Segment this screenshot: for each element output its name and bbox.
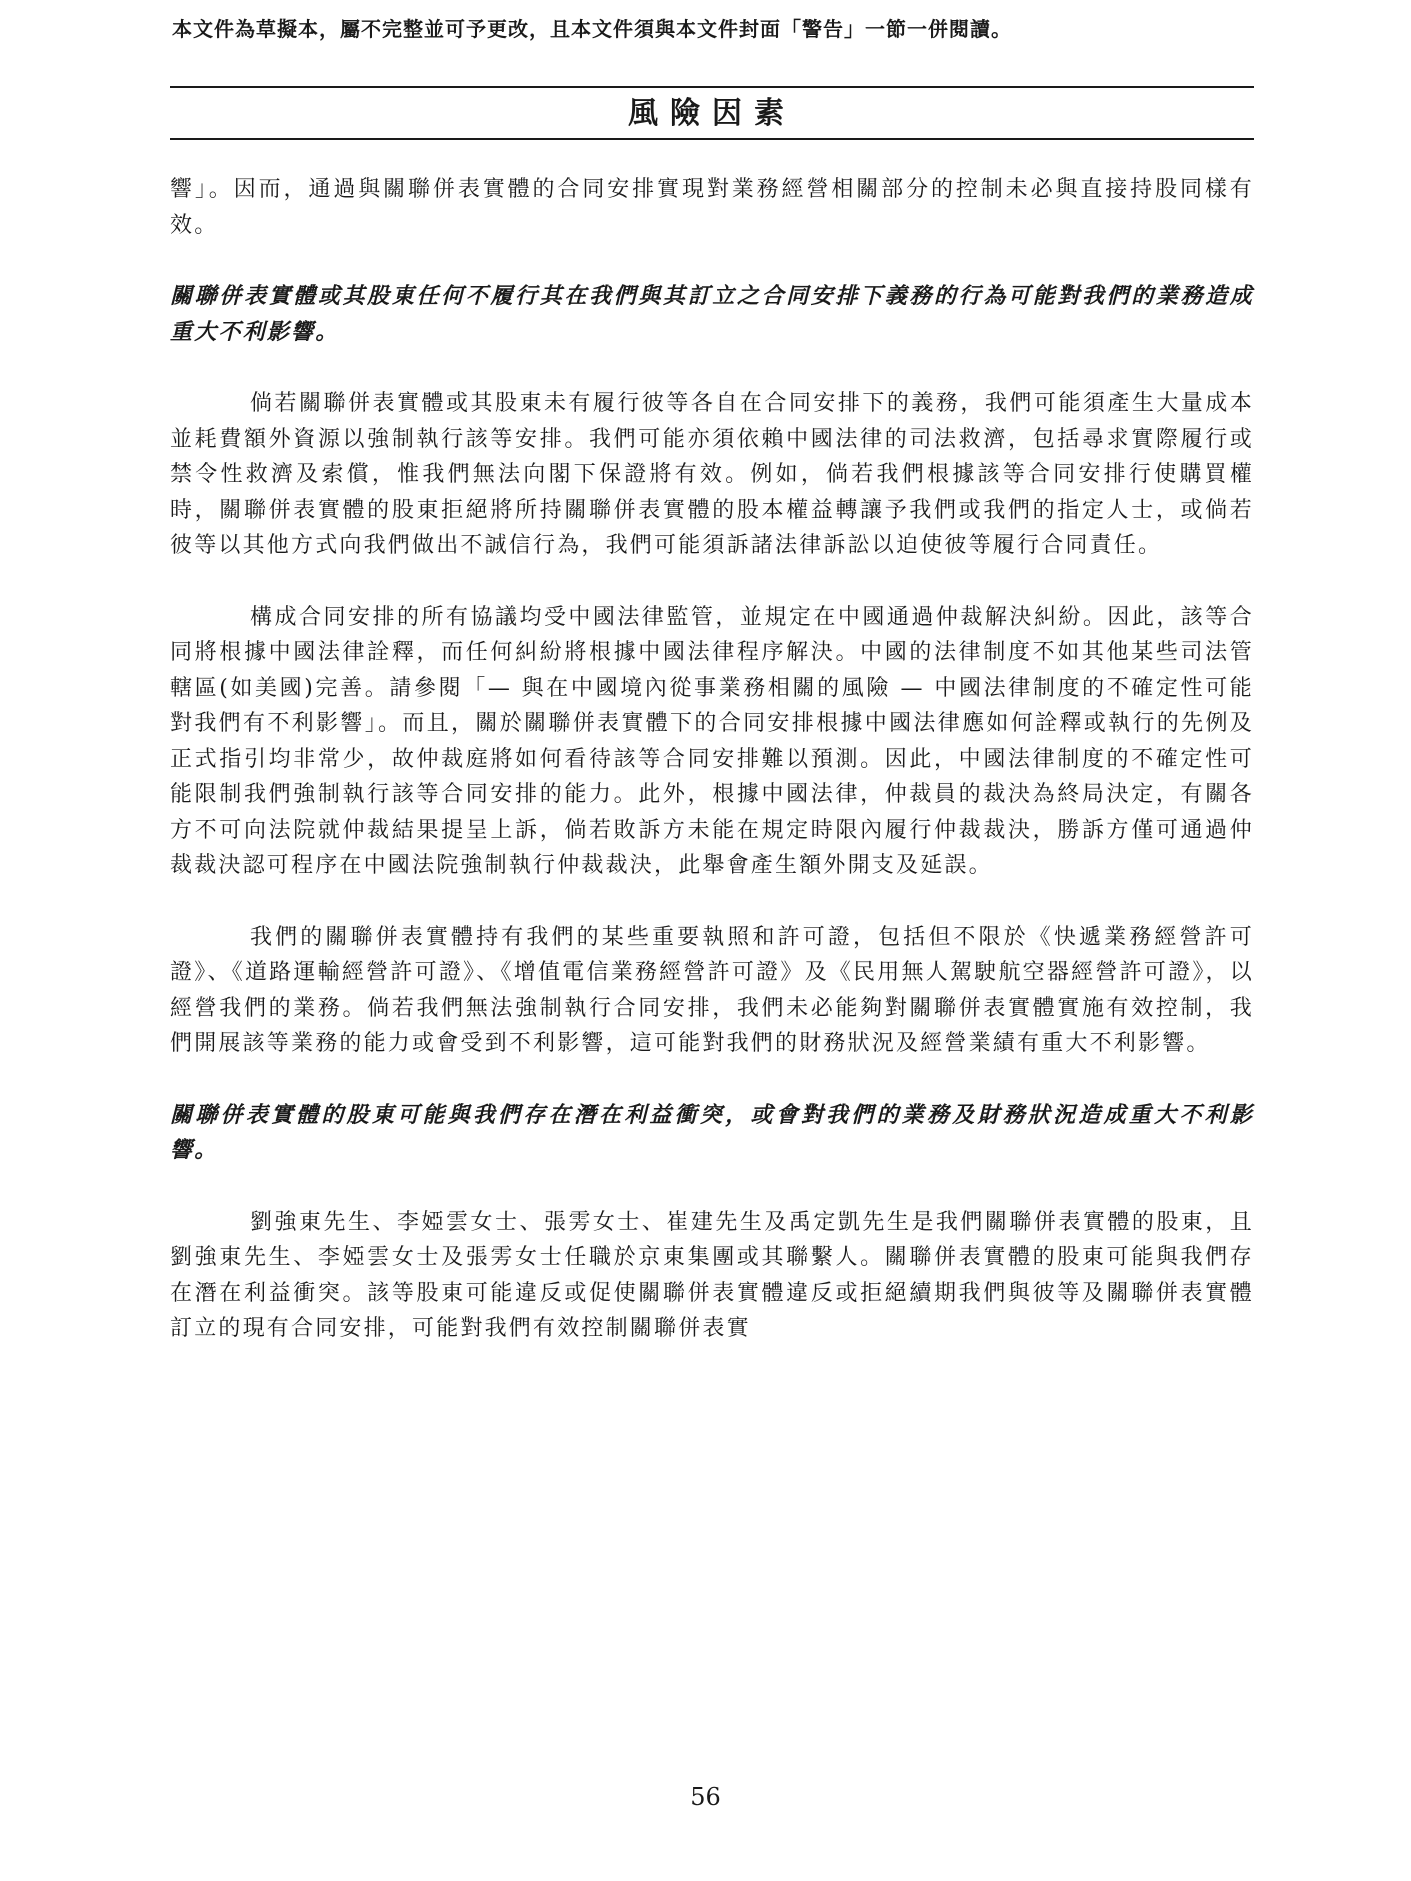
header-rule-bottom bbox=[170, 138, 1254, 140]
paragraph-continuation: 響」。因而，通過與關聯併表實體的合同安排實現對業務經營相關部分的控制未必與直接持股同樣有效。 bbox=[170, 177, 1254, 238]
paragraph-shareholders: 劉強東先生、李婭雲女士、張雱女士、崔建先生及禹定凱先生是我們關聯併表實體的股東，且劉強東先生、李婭雲女士及張雱女士任職於京東集團或其聯繫人。關聯併表實體的股東可能與我們存在潛在利益衝突。該等股東可能違反或促使關聯併表實體違反或拒絕續期我們與彼等及關聯併表實體訂立的現有合同安排，可能對我們有效控制關聯併表實 bbox=[170, 1209, 1254, 1341]
draft-warning-banner: 本文件為草擬本，屬不完整並可予更改，且本文件須與本文件封面「警告」一節一併閱讀。 bbox=[172, 17, 1012, 41]
risk-heading-conflict-of-interest: 關聯併表實體的股東可能與我們存在潛在利益衝突，或會對我們的業務及財務狀況造成重大不利影響。 bbox=[170, 1101, 1254, 1163]
paragraph-licenses: 我們的關聯併表實體持有我們的某些重要執照和許可證，包括但不限於《快遞業務經營許可證》、《道路運輸經營許可證》、《增值電信業務經營許可證》及《民用無人駕駛航空器經營許可證》，以經營我們的業務。倘若我們無法強制執行合同安排，我們未必能夠對關聯併表實體實施有效控制，我們開展該等業務的能力或會受到不利影響，這可能對我們的財務狀況及經營業績有重大不利影響。 bbox=[170, 924, 1254, 1056]
page-number: 56 bbox=[690, 1783, 721, 1811]
section-title: 風險因素 bbox=[628, 96, 796, 131]
body-content bbox=[170, 170, 1254, 1383]
header-rule-top bbox=[170, 86, 1254, 88]
paragraph-enforcement-costs: 倘若關聯併表實體或其股東未有履行彼等各自在合同安排下的義務，我們可能須產生大量成本並耗費額外資源以強制執行該等安排。我們可能亦須依賴中國法律的司法救濟，包括尋求實際履行或禁令性救濟及索償，惟我們無法向閣下保證將有效。例如，倘若我們根據該等合同安排行使購買權時，關聯併表實體的股東拒絕將所持關聯併表實體的股本權益轉讓予我們或我們的指定人士，或倘若彼等以其他方式向我們做出不誠信行為，我們可能須訴諸法律訴訟以迫使彼等履行合同責任。 bbox=[170, 391, 1254, 558]
risk-heading-contract-breach: 關聯併表實體或其股東任何不履行其在我們與其訂立之合同安排下義務的行為可能對我們的業務造成重大不利影響。 bbox=[170, 283, 1254, 345]
paragraph-prc-law-arbitration: 構成合同安排的所有協議均受中國法律監管，並規定在中國通過仲裁解決糾紛。因此，該等合同將根據中國法律詮釋，而任何糾紛將根據中國法律程序解決。中國的法律制度不如其他某些司法管轄區(如美國)完善。請參閱「— 與在中國境內從事業務相關的風險 — 中國法律制度的不確定性可能對我們有不利影響」。而且，關於關聯併表實體下的合同安排根據中國法律應如何詮釋或執行的先例及正式指引均非常少，故仲裁庭將如何看待該等合同安排難以預測。因此，中國法律制度的不確定性可能限制我們強制執行該等合同安排的能力。此外，根據中國法律，仲裁員的裁決為終局決定，有關各方不可向法院就仲裁結果提呈上訴，倘若敗訴方未能在規定時限內履行仲裁裁決，勝訴方僅可通過仲裁裁決認可程序在中國法院強制執行仲裁裁決，此舉會產生額外開支及延誤。 bbox=[170, 604, 1254, 878]
